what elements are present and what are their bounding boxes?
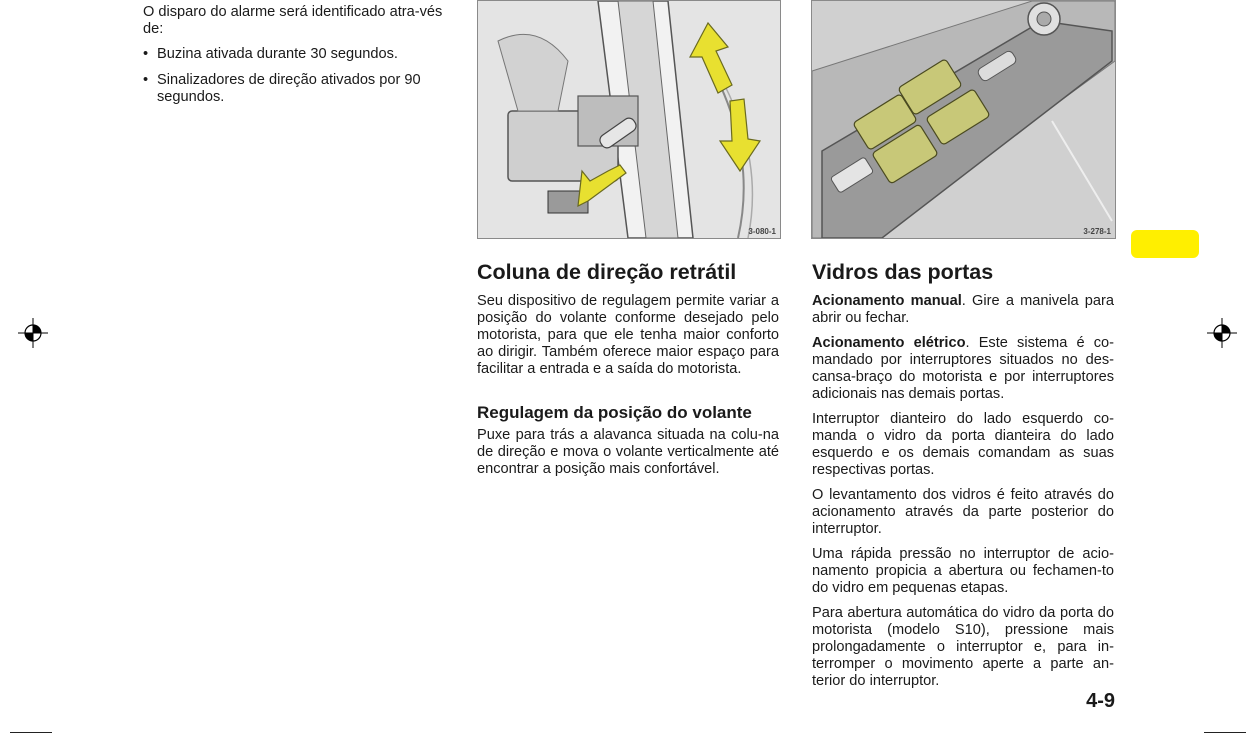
- electric-operation-paragraph: [812, 335, 1114, 403]
- steering-text-column: [477, 293, 779, 486]
- registration-mark-icon: [1207, 318, 1237, 348]
- figure-code: 3-080-1: [748, 227, 776, 236]
- steering-adjust-section: [477, 402, 779, 478]
- windows-paragraph: O levantamento dos vidros é feito através do acionamento através da parte posterior do interruptor.: [812, 487, 1114, 537]
- alarm-intro: O disparo do alarme será identificado atra-vés de:: [143, 4, 443, 37]
- steering-adjust-text: Puxe para trás a alavanca situada na colu-na de direção e mova o volante verticalmente até encontrar a posição mais confortável.: [477, 427, 779, 477]
- figure-code: 3-278-1: [1083, 227, 1111, 236]
- alarm-text-column: [143, 4, 446, 115]
- windows-paragraph: Interruptor dianteiro do lado esquerdo co-manda o vidro da porta dianteira do lado esquerdo e os demais comandam as suas respectivas portas.: [812, 411, 1114, 478]
- electric-operation-text: . Este sistema é co-mandado por interruptores situados no des-cansa-braço do motorista e por interruptores adicionais nas demais portas.: [812, 335, 1114, 402]
- crop-mark: [1204, 732, 1246, 733]
- page-number: 4-9: [1086, 690, 1115, 712]
- crop-mark: [10, 732, 52, 733]
- windows-section-title: Vidros das portas: [812, 260, 994, 284]
- manual-operation-label: Acionamento manual: [812, 293, 962, 309]
- window-switches-figure: [811, 0, 1116, 239]
- registration-mark-icon: [18, 318, 48, 348]
- manual-operation-text: . Gire a manivela para abrir ou fechar.: [812, 293, 1114, 326]
- steering-adjust-title: Regulagem da posição do volante: [477, 403, 752, 422]
- chapter-tab-marker: [1131, 230, 1199, 258]
- window-switches-illustration: [812, 1, 1115, 238]
- windows-paragraph: Para abertura automática do vidro da porta do motorista (modelo S10), pressione mais prolongadamente o interruptor e, para in-terromper o movimento aperte a parte an-terior do interruptor.: [812, 605, 1114, 689]
- steering-intro: Seu dispositivo de regulagem permite variar a posição do volante conforme desejado pelo motorista, para que ele tenha maior conforto ao dirigir. Também oferece maior espaço para facilitar a entrada e a saída do motorista.: [477, 293, 779, 377]
- list-item: • Sinalizadores de direção ativados por 90 segundos.: [143, 72, 446, 106]
- manual-operation-paragraph: [812, 293, 1114, 327]
- steering-section-title: Coluna de direção retrátil: [477, 260, 737, 284]
- alarm-bullet-list: [143, 46, 446, 106]
- steering-column-illustration: [478, 1, 780, 238]
- steering-column-figure: [477, 0, 781, 239]
- list-item: • Buzina ativada durante 30 segundos.: [143, 46, 446, 63]
- electric-operation-label: Acionamento elétrico: [812, 335, 966, 351]
- windows-text-column: [812, 293, 1114, 698]
- windows-paragraph: Uma rápida pressão no interruptor de acio-namento propicia a abertura ou fechamen-to do vidro em pequenas etapas.: [812, 546, 1114, 596]
